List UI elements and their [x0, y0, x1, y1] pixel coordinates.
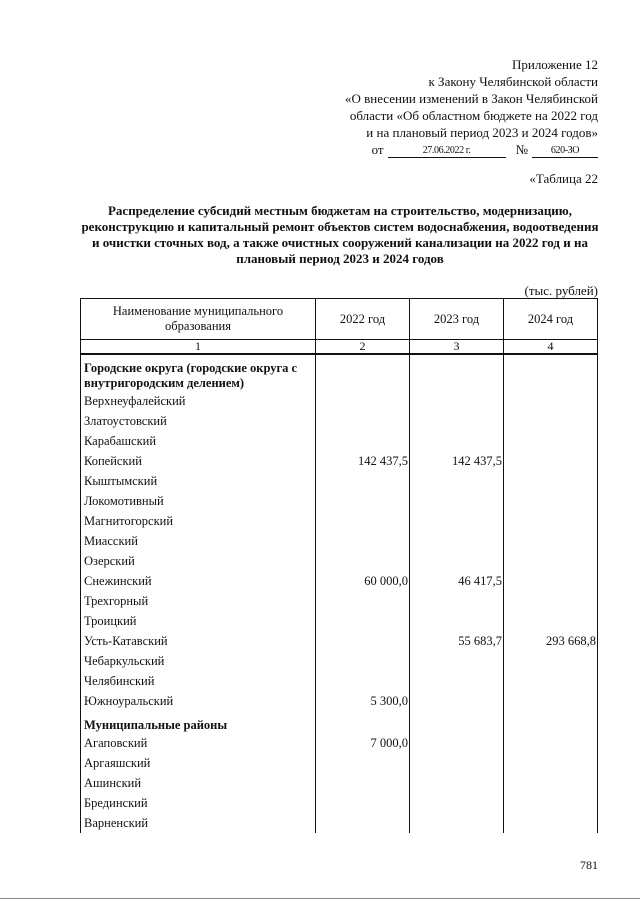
value-2024-cell — [504, 491, 598, 511]
column-number: 1 — [81, 340, 316, 355]
column-number-row — [81, 340, 598, 355]
table-row — [81, 651, 598, 671]
appendix-line: и на плановый период 2023 и 2024 годов» — [366, 125, 598, 140]
table-reference: «Таблица 22 — [529, 171, 598, 186]
value-2023-cell — [410, 411, 504, 431]
value-2024-cell — [504, 793, 598, 813]
value-2022-cell — [316, 711, 410, 733]
value-2024-cell — [504, 651, 598, 671]
table-header-row — [81, 299, 598, 340]
value-2023-cell — [410, 354, 504, 391]
value-2023-cell: 46 417,5 — [410, 571, 504, 591]
table-row — [81, 671, 598, 691]
value-2024-cell — [504, 551, 598, 571]
page-number: 781 — [580, 858, 598, 872]
value-2024-cell — [504, 391, 598, 411]
municipality-cell: Варненский — [81, 813, 316, 833]
law-number: 620-ЗО — [532, 145, 598, 158]
appendix-header — [268, 56, 598, 158]
value-2024-cell — [504, 671, 598, 691]
value-2024-cell — [504, 471, 598, 491]
table-row — [81, 531, 598, 551]
header-municipality: Наименование муниципального образования — [81, 299, 316, 340]
subsidy-table — [80, 298, 597, 833]
table-row — [81, 571, 598, 591]
municipality-cell: Аргаяшский — [81, 753, 316, 773]
value-2024-cell — [504, 411, 598, 431]
value-2022-cell — [316, 753, 410, 773]
table-row — [81, 391, 598, 411]
header-2022: 2022 год — [316, 299, 410, 340]
table-row — [81, 733, 598, 753]
municipality-cell: Магнитогорский — [81, 511, 316, 531]
value-2024-cell — [504, 691, 598, 711]
municipality-cell: Троицкий — [81, 611, 316, 631]
value-2022-cell — [316, 773, 410, 793]
value-2023-cell — [410, 431, 504, 451]
value-2023-cell — [410, 651, 504, 671]
header-2024: 2024 год — [504, 299, 598, 340]
municipality-cell: Златоустовский — [81, 411, 316, 431]
municipality-cell: Агаповский — [81, 733, 316, 753]
column-number: 3 — [410, 340, 504, 355]
value-2024-cell — [504, 591, 598, 611]
value-2022-cell: 7 000,0 — [316, 733, 410, 753]
value-2023-cell — [410, 491, 504, 511]
municipality-cell: Муниципальные районы — [81, 711, 316, 733]
column-number: 2 — [316, 340, 410, 355]
value-2023-cell — [410, 391, 504, 411]
appendix-line: области «Об областном бюджете на 2022 год — [349, 108, 598, 123]
value-2022-cell: 142 437,5 — [316, 451, 410, 471]
value-2023-cell — [410, 711, 504, 733]
value-2023-cell — [410, 611, 504, 631]
value-2024-cell — [504, 571, 598, 591]
table-row — [81, 691, 598, 711]
value-2023-cell — [410, 793, 504, 813]
header-2023: 2023 год — [410, 299, 504, 340]
municipality-cell: Трехгорный — [81, 591, 316, 611]
municipality-cell: Южноуральский — [81, 691, 316, 711]
value-2022-cell — [316, 411, 410, 431]
value-2022-cell — [316, 431, 410, 451]
table-row — [81, 773, 598, 793]
municipality-cell: Верхнеуфалейский — [81, 391, 316, 411]
table-group-row — [81, 711, 598, 733]
appendix-line: к Закону Челябинской области — [428, 74, 598, 89]
municipality-cell: Челябинский — [81, 671, 316, 691]
value-2023-cell — [410, 591, 504, 611]
value-2022-cell — [316, 511, 410, 531]
value-2023-cell — [410, 773, 504, 793]
unit-label: (тыс. рублей) — [524, 283, 598, 298]
value-2022-cell — [316, 531, 410, 551]
municipality-cell: Миасский — [81, 531, 316, 551]
municipality-cell: Локомотивный — [81, 491, 316, 511]
value-2022-cell — [316, 671, 410, 691]
value-2022-cell — [316, 354, 410, 391]
column-number: 4 — [504, 340, 598, 355]
municipality-cell: Брединский — [81, 793, 316, 813]
value-2024-cell — [504, 773, 598, 793]
table-row — [81, 411, 598, 431]
value-2024-cell — [504, 753, 598, 773]
municipality-cell: Городские округа (городские округа с внутригородским делением) — [81, 354, 316, 391]
law-date: 27.06.2022 г. — [388, 145, 506, 158]
value-2023-cell: 55 683,7 — [410, 631, 504, 651]
value-2022-cell: 60 000,0 — [316, 571, 410, 591]
value-2024-cell — [504, 711, 598, 733]
municipality-cell: Карабашский — [81, 431, 316, 451]
value-2022-cell — [316, 793, 410, 813]
value-2024-cell — [504, 813, 598, 833]
table-row — [81, 471, 598, 491]
table-row — [81, 451, 598, 471]
value-2024-cell — [504, 511, 598, 531]
table-group-row — [81, 354, 598, 391]
value-2023-cell — [410, 691, 504, 711]
number-prefix: № — [515, 142, 528, 157]
value-2022-cell — [316, 391, 410, 411]
municipality-cell: Копейский — [81, 451, 316, 471]
document-title: Распределение субсидий местным бюджетам на строительство, модернизацию, реконструкцию и капитальный ремонт объектов систем водоснабжения, водоотведения и очистки сточных вод, а также очистных сооружений канализации на 2022 год и на плановый период 2023 и 2024 годов — [81, 203, 599, 266]
table-row — [81, 631, 598, 651]
value-2022-cell — [316, 651, 410, 671]
value-2022-cell — [316, 491, 410, 511]
value-2022-cell: 5 300,0 — [316, 691, 410, 711]
municipality-cell: Ашинский — [81, 773, 316, 793]
value-2022-cell — [316, 591, 410, 611]
value-2024-cell — [504, 431, 598, 451]
table-row — [81, 611, 598, 631]
appendix-line: «О внесении изменений в Закон Челябинской — [344, 91, 598, 106]
appendix-line: Приложение 12 — [511, 57, 598, 72]
municipality-cell: Кыштымский — [81, 471, 316, 491]
table-row — [81, 793, 598, 813]
value-2022-cell — [316, 611, 410, 631]
municipality-cell: Чебаркульский — [81, 651, 316, 671]
table-row — [81, 551, 598, 571]
value-2024-cell — [504, 733, 598, 753]
date-prefix: от — [371, 142, 384, 157]
value-2022-cell — [316, 551, 410, 571]
value-2024-cell — [504, 611, 598, 631]
value-2023-cell — [410, 531, 504, 551]
municipality-cell: Усть-Катавский — [81, 631, 316, 651]
value-2022-cell — [316, 813, 410, 833]
value-2023-cell: 142 437,5 — [410, 451, 504, 471]
law-date-number — [268, 141, 598, 158]
bottom-rule — [0, 898, 640, 899]
municipality-cell: Озерский — [81, 551, 316, 571]
value-2023-cell — [410, 733, 504, 753]
table-body — [81, 354, 598, 833]
value-2024-cell — [504, 354, 598, 391]
table-row — [81, 511, 598, 531]
table-row — [81, 591, 598, 611]
value-2023-cell — [410, 551, 504, 571]
value-2024-cell: 293 668,8 — [504, 631, 598, 651]
table-row — [81, 431, 598, 451]
value-2022-cell — [316, 631, 410, 651]
value-2023-cell — [410, 471, 504, 491]
value-2023-cell — [410, 671, 504, 691]
value-2024-cell — [504, 531, 598, 551]
value-2023-cell — [410, 511, 504, 531]
municipality-cell: Снежинский — [81, 571, 316, 591]
value-2023-cell — [410, 813, 504, 833]
value-2022-cell — [316, 471, 410, 491]
table-row — [81, 813, 598, 833]
table-row — [81, 491, 598, 511]
value-2024-cell — [504, 451, 598, 471]
value-2023-cell — [410, 753, 504, 773]
table-row — [81, 753, 598, 773]
